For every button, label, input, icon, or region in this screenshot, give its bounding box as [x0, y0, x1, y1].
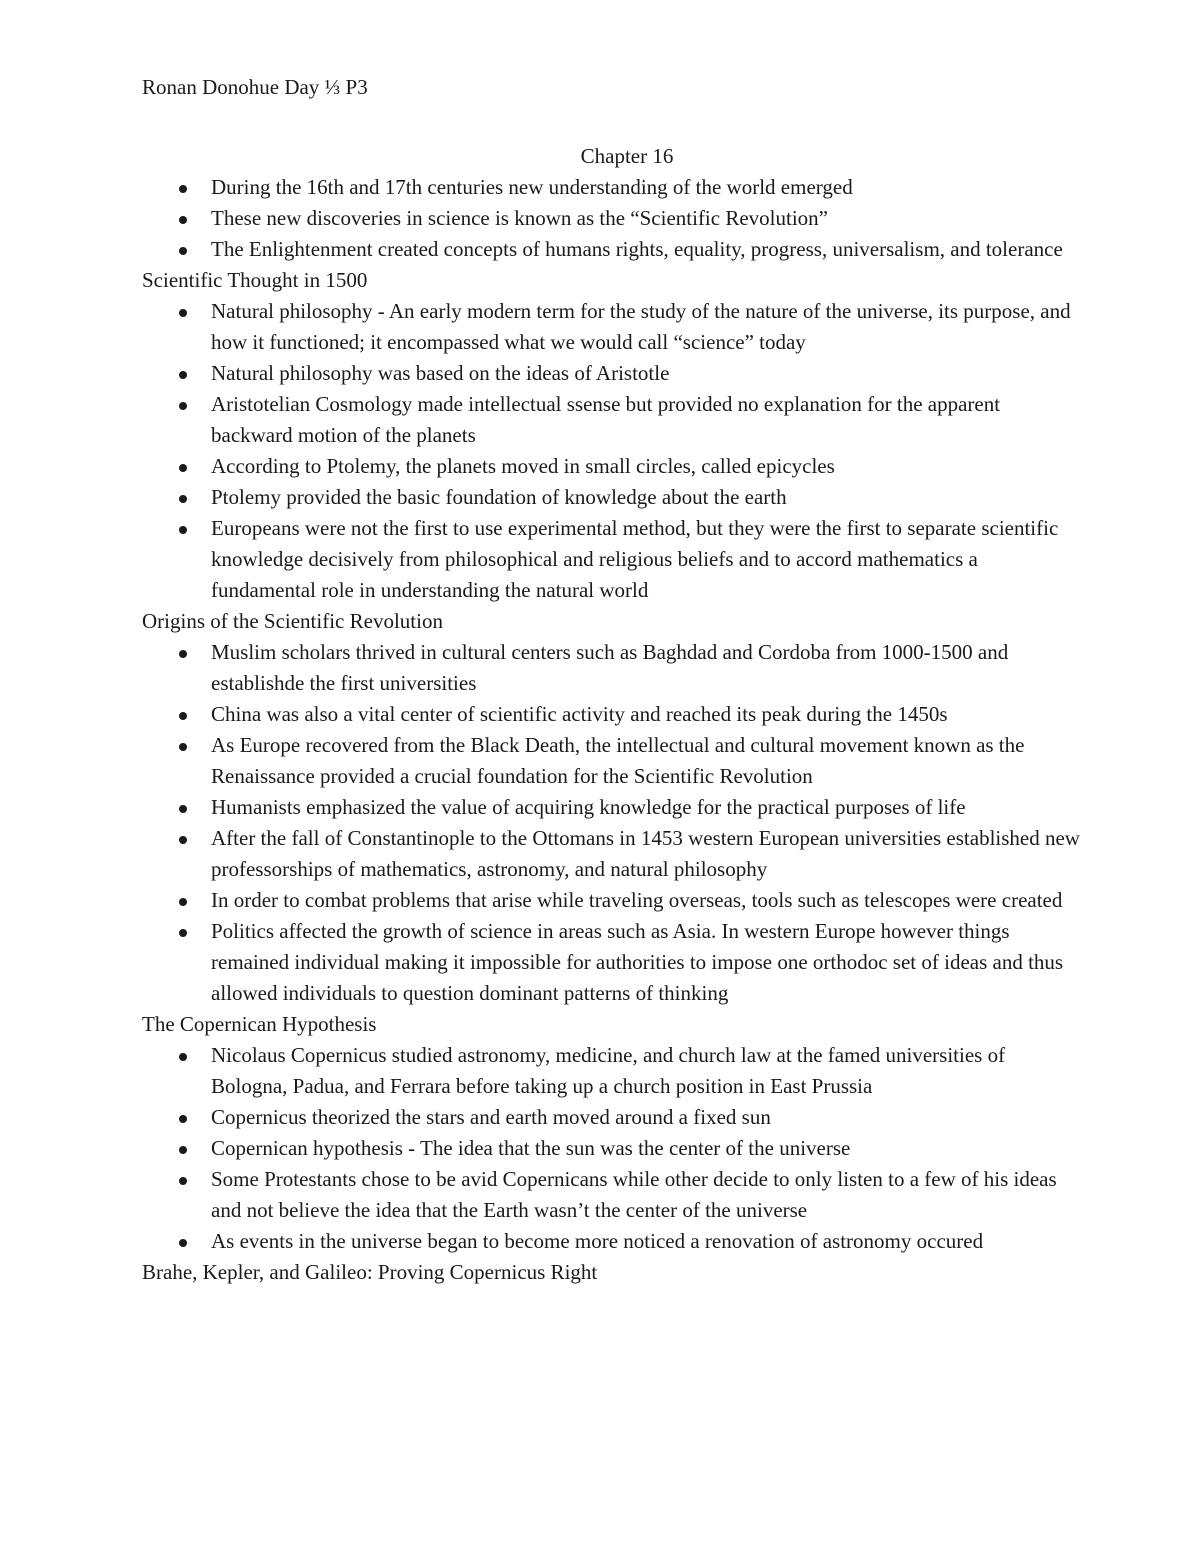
- bullet-icon: [179, 929, 187, 937]
- bullet-item: As Europe recovered from the Black Death, the intellectual and cultural movement known as the Renaissance provided a crucial foundation for the Scientific Revolution: [142, 730, 1082, 792]
- bullet-item: Humanists emphasized the value of acquiring knowledge for the practical purposes of life: [142, 792, 1082, 823]
- bullet-icon: [179, 309, 187, 317]
- bullet-icon: [179, 464, 187, 472]
- bullet-icon: [179, 743, 187, 751]
- bullet-item: Natural philosophy - An early modern term for the study of the nature of the universe, its purpose, and how it functioned; it encompassed what we would call “science” today: [142, 296, 1082, 358]
- bullet-item: Natural philosophy was based on the ideas of Aristotle: [142, 358, 1082, 389]
- bullet-icon: [179, 1177, 187, 1185]
- section-bullet-list: [142, 637, 1082, 1009]
- bullet-item: In order to combat problems that arise while traveling overseas, tools such as telescopes were created: [142, 885, 1082, 916]
- bullet-icon: [179, 1053, 187, 1061]
- section-bullet-list: [142, 296, 1082, 606]
- bullet-item: According to Ptolemy, the planets moved in small circles, called epicycles: [142, 451, 1082, 482]
- bullet-item: The Enlightenment created concepts of humans rights, equality, progress, universalism, and tolerance: [142, 234, 1082, 265]
- bullet-icon: [179, 650, 187, 658]
- bullet-icon: [179, 495, 187, 503]
- bullet-icon: [179, 247, 187, 255]
- bullet-item: Ptolemy provided the basic foundation of knowledge about the earth: [142, 482, 1082, 513]
- bullet-icon: [179, 1146, 187, 1154]
- bullet-item: Nicolaus Copernicus studied astronomy, medicine, and church law at the famed universities of Bologna, Padua, and Ferrara before taking up a church position in East Prussia: [142, 1040, 1082, 1102]
- bullet-icon: [179, 402, 187, 410]
- section-heading-copernican: The Copernican Hypothesis: [142, 1012, 377, 1036]
- bullet-item: Copernicus theorized the stars and earth moved around a fixed sun: [142, 1102, 1082, 1133]
- bullet-icon: [179, 371, 187, 379]
- bullet-icon: [179, 836, 187, 844]
- bullet-icon: [179, 185, 187, 193]
- bullet-icon: [179, 526, 187, 534]
- bullet-icon: [179, 1115, 187, 1123]
- intro-bullet-list: [142, 172, 1082, 265]
- bullet-item: Copernican hypothesis - The idea that the sun was the center of the universe: [142, 1133, 1082, 1164]
- bullet-icon: [179, 898, 187, 906]
- bullet-item: Muslim scholars thrived in cultural centers such as Baghdad and Cordoba from 1000-1500 and establishde the first universities: [142, 637, 1082, 699]
- bullet-item: China was also a vital center of scientific activity and reached its peak during the 1450s: [142, 699, 1082, 730]
- document-content: [142, 141, 1082, 1288]
- section-heading-scientific-thought: Scientific Thought in 1500: [142, 268, 368, 292]
- bullet-item: Europeans were not the first to use experimental method, but they were the first to separate scientific knowledge decisively from philosophical and religious beliefs and to accord mathematics a fundamental role in understanding the natural world: [142, 513, 1082, 606]
- author-header: Ronan Donohue Day ⅓ P3: [142, 75, 368, 99]
- bullet-icon: [179, 216, 187, 224]
- chapter-title: Chapter 16: [580, 144, 674, 168]
- bullet-item: Some Protestants chose to be avid Copernicans while other decide to only listen to a few of his ideas and not believe the idea that the Earth wasn’t the center of the universe: [142, 1164, 1082, 1226]
- bullet-item: These new discoveries in science is known as the “Scientific Revolution”: [142, 203, 1082, 234]
- section-heading-origins: Origins of the Scientific Revolution: [142, 609, 443, 633]
- section-bullet-list: [142, 1040, 1082, 1257]
- bullet-icon: [179, 805, 187, 813]
- section-heading-brahe-kepler-galileo: Brahe, Kepler, and Galileo: Proving Copernicus Right: [142, 1260, 598, 1284]
- bullet-item: As events in the universe began to become more noticed a renovation of astronomy occured: [142, 1226, 1082, 1257]
- bullet-item: Politics affected the growth of science in areas such as Asia. In western Europe however things remained individual making it impossible for authorities to impose one orthodoc set of ideas and thus allowed individuals to question dominant patterns of thinking: [142, 916, 1082, 1009]
- bullet-icon: [179, 1239, 187, 1247]
- bullet-item: After the fall of Constantinople to the Ottomans in 1453 western European universities established new professorships of mathematics, astronomy, and natural philosophy: [142, 823, 1082, 885]
- bullet-icon: [179, 712, 187, 720]
- bullet-item: Aristotelian Cosmology made intellectual ssense but provided no explanation for the apparent backward motion of the planets: [142, 389, 1082, 451]
- bullet-item: During the 16th and 17th centuries new understanding of the world emerged: [142, 172, 1082, 203]
